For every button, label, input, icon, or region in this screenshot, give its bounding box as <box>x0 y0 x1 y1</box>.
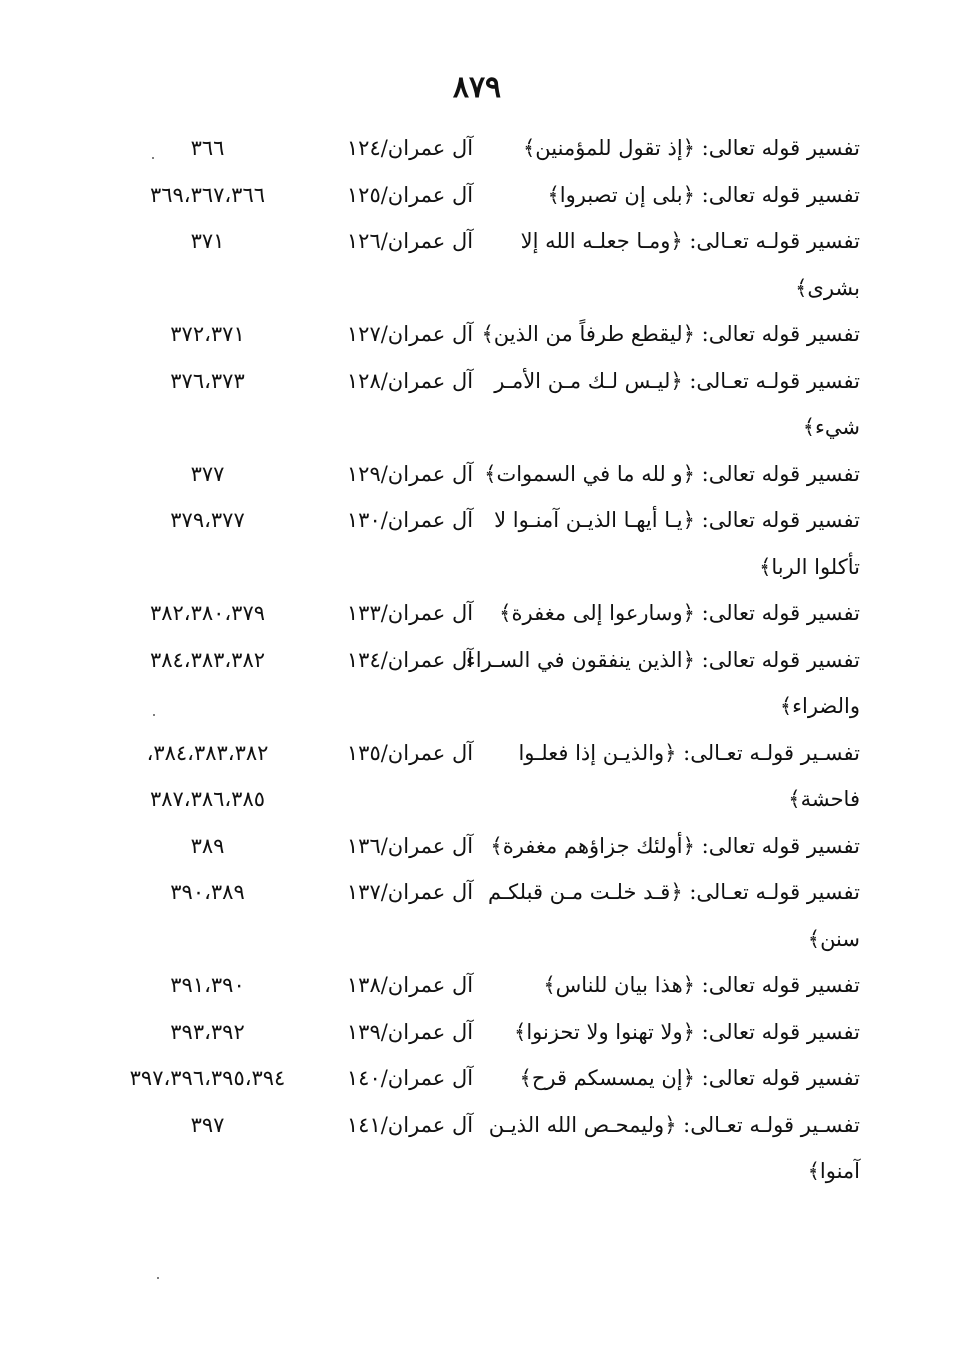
verse-reference: آل عمران/١٤٠ <box>346 1066 474 1090</box>
entry-line <box>95 593 860 640</box>
page-numbers: ٣٨٩ <box>190 833 225 858</box>
entry-line <box>95 1012 860 1059</box>
entry-line <box>95 965 860 1012</box>
entry-title: تفسير قوله تعالى: ﴿بلى إن تصبروا﴾ <box>547 182 860 207</box>
index-entry <box>95 640 860 733</box>
verse-reference: آل عمران/١٣٩ <box>346 1019 474 1044</box>
verse-reference: آل عمران/١٣٠ <box>346 508 474 532</box>
verse-reference: آل عمران/١٢٦ <box>346 229 474 253</box>
verse-reference: آل عمران/١٤١ <box>346 1112 474 1137</box>
entry-title: تفسـير قولـه تعـالى: ﴿وليمحـص الله الذيـن <box>488 1112 860 1137</box>
index-entry <box>95 593 860 640</box>
entry-continuation-line <box>95 547 860 594</box>
scan-speck <box>152 157 154 159</box>
page-numbers: ٣٩٧ <box>190 1112 225 1137</box>
page-numbers: ٣٧٦،٣٧٣ <box>170 368 245 393</box>
entry-line <box>95 872 860 919</box>
verse-reference: آل عمران/١٢٥ <box>346 182 474 207</box>
index-entry <box>95 965 860 1012</box>
verse-reference: آل عمران/١٣٤ <box>346 647 474 672</box>
page-numbers: ٣٨٢،٣٨٠،٣٧٩ <box>149 601 266 625</box>
page-numbers: ٣٨٤،٣٨٣،٣٨٢ <box>149 647 266 672</box>
entry-continuation-line <box>95 1151 860 1198</box>
index-entries <box>95 128 860 1198</box>
entry-title: تفسـير قولـه تعـالى: ﴿والذيـن إذا فعلـوا <box>518 740 860 765</box>
entry-line <box>95 361 860 408</box>
page-numbers: ٣٧٧ <box>190 461 225 486</box>
index-entry <box>95 733 860 826</box>
index-entry <box>95 1058 860 1105</box>
entry-line <box>95 640 860 687</box>
entry-continuation-line <box>95 919 860 966</box>
entry-title: تفسير قوله تعالى: ﴿ولا تهنوا ولا تحزنوا﴾ <box>514 1019 860 1044</box>
index-entry <box>95 361 860 454</box>
entry-title: تفسير قوله تعالى: ﴿أولئك جزاؤهم مغفرة﴾ <box>490 833 860 858</box>
index-entry <box>95 454 860 501</box>
page-numbers: ٣٧٩،٣٧٧ <box>170 508 245 532</box>
index-entry <box>95 1012 860 1059</box>
entry-continuation-line <box>95 779 860 826</box>
entry-title: آمنوا﴾ <box>807 1159 860 1183</box>
index-entry <box>95 175 860 222</box>
verse-reference: آل عمران/١٢٩ <box>346 461 474 486</box>
entry-continuation-line <box>95 268 860 315</box>
entry-line <box>95 314 860 361</box>
page-numbers: ٣٨٧،٣٨٦،٣٨٥ <box>149 787 266 811</box>
verse-reference: آل عمران/١٣٣ <box>346 601 474 625</box>
entry-line <box>95 221 860 268</box>
verse-reference: آل عمران/١٣٧ <box>346 880 474 904</box>
verse-reference: آل عمران/١٢٧ <box>346 322 474 346</box>
index-entry <box>95 221 860 314</box>
page-numbers: ٣٩٧،٣٩٦،٣٩٥،٣٩٤ <box>129 1066 286 1090</box>
entry-line <box>95 733 860 780</box>
entry-title: تفسير قوله تعالى: ﴿هذا بيان للناس﴾ <box>543 973 860 997</box>
entry-line <box>95 826 860 873</box>
verse-reference: آل عمران/١٢٤ <box>346 136 474 160</box>
entry-title: تفسير قوله تعالى: ﴿يـا أيهـا الذيـن آمنـوا لا <box>494 508 860 532</box>
entry-title: تفسير قوله تعالى: ﴿إن يمسسكم قرح﴾ <box>519 1066 860 1090</box>
index-entry <box>95 314 860 361</box>
entry-continuation-line <box>95 686 860 733</box>
verse-reference: آل عمران/١٢٨ <box>346 368 474 393</box>
entry-title: تفسير قوله تعالى: ﴿وسارعوا إلى مغفرة﴾ <box>499 601 860 625</box>
page-numbers: ٣٦٦ <box>190 136 225 160</box>
entry-title: تأكلوا الربا﴾ <box>759 554 860 579</box>
index-entry <box>95 1105 860 1198</box>
verse-reference: آل عمران/١٣٨ <box>346 973 474 997</box>
entry-title: والضراء﴾ <box>779 694 860 718</box>
entry-line <box>95 128 860 175</box>
entry-line <box>95 500 860 547</box>
entry-continuation-line <box>95 407 860 454</box>
verse-reference: آل عمران/١٣٦ <box>346 833 474 858</box>
entry-line <box>95 1105 860 1152</box>
page-numbers: ٣٦٩،٣٦٧،٣٦٦ <box>149 182 266 207</box>
entry-line <box>95 175 860 222</box>
page-number: ٨٧٩ <box>452 70 502 105</box>
verse-reference: آل عمران/١٣٥ <box>346 740 474 765</box>
entry-title: سنن﴾ <box>807 926 860 951</box>
page-numbers: ٣٧٢،٣٧١ <box>170 322 245 346</box>
entry-title: تفسير قوله تعالى: ﴿ليقطع طرفاً من الذين﴾ <box>481 322 860 346</box>
entry-title: تفسير قولـه تعـالى: ﴿قـد خلـت مـن قبلكـم <box>487 880 860 904</box>
scan-speck <box>153 714 155 716</box>
index-entry <box>95 826 860 873</box>
index-entry <box>95 500 860 593</box>
page-numbers: ٣٨٤،٣٨٣،٣٨٢، <box>146 740 269 765</box>
page-numbers: ٣٧١ <box>190 229 225 253</box>
page-numbers: ٣٩٣،٣٩٢ <box>170 1019 245 1044</box>
entry-title: تفسير قوله تعالى: ﴿الذين ينفقون في السـراء <box>465 647 860 672</box>
index-entry <box>95 128 860 175</box>
entry-line <box>95 454 860 501</box>
entry-title: تفسير قولـه تعـالى: ﴿ليـس لـك مـن الأمـر <box>494 368 860 393</box>
entry-title: تفسير قوله تعالى: ﴿و لله ما في السموات﴾ <box>484 461 860 486</box>
entry-title: تفسير قوله تعالى: ﴿إذ تقول للمؤمنين﴾ <box>522 136 860 160</box>
index-entry <box>95 872 860 965</box>
page-numbers: ٣٩١،٣٩٠ <box>170 973 245 997</box>
scan-speck <box>157 1277 159 1279</box>
entry-line <box>95 1058 860 1105</box>
entry-title: فاحشة﴾ <box>788 787 860 811</box>
page-numbers: ٣٩٠،٣٨٩ <box>170 880 245 904</box>
entry-title: تفسير قولـه تعـالى: ﴿ومـا جعلـه الله إلا <box>520 229 860 253</box>
entry-title: شيء﴾ <box>802 415 860 439</box>
entry-title: بشرى﴾ <box>795 275 860 300</box>
